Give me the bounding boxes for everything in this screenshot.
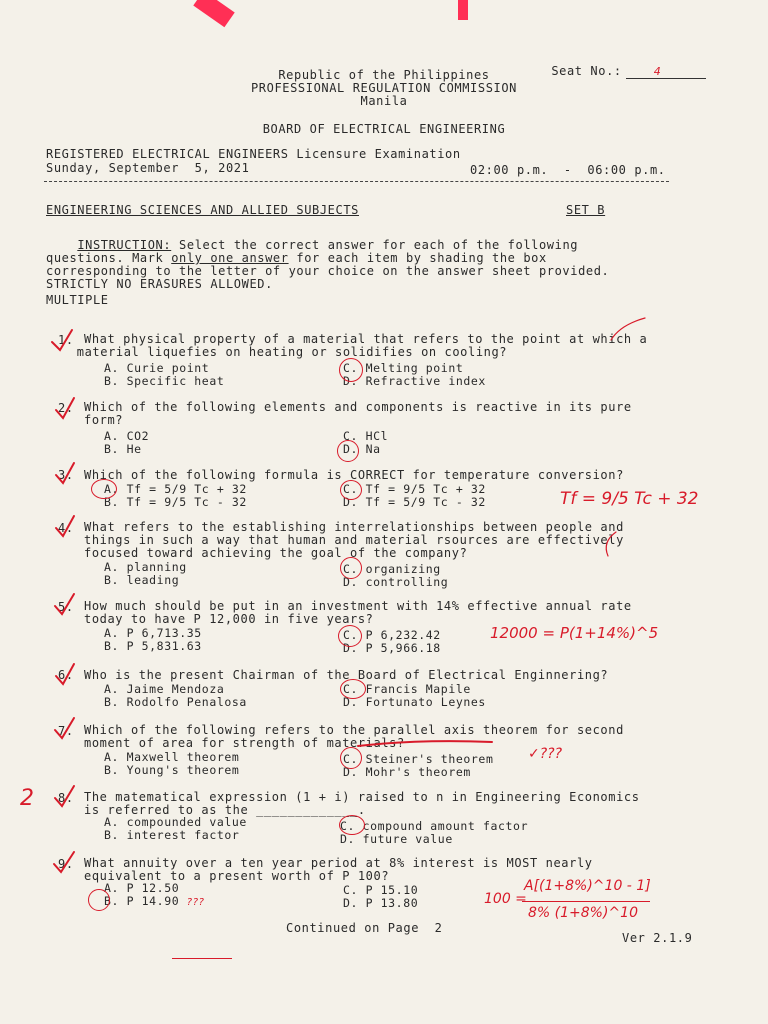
question-number: 2. [58,401,74,415]
option-d: D. P 5,966.18 [343,641,441,655]
option-d: D. P 13.80 [343,896,419,910]
question-text: Which of the following formula is CORRECT for temperature conversion? [84,468,624,482]
option-c: C. compound amount factor [340,819,529,833]
question-text: What physical property of a material that refers to the point at which a material liquefies on heating or solidifies on cooling? [76,332,648,359]
city-line: Manila [360,94,408,108]
question-number: 6. [58,668,74,682]
exam-title: REGISTERED ELECTRICAL ENGINEERS Licensure Examination [46,147,461,161]
question-number: 4. [58,521,74,535]
section-label: MULTIPLE [46,293,109,307]
option-a: A. compounded value [104,815,247,829]
exam-date: Sunday, September 5, 2021 [46,161,250,175]
option-d: D. Mohr's theorem [343,765,471,779]
option-a: A. P 6,713.35 [104,626,202,640]
option-a: A. CO2 [104,429,150,443]
option-a: A. Tf = 5/9 Tc + 32 [104,482,247,496]
option-b: B. Specific heat [104,374,225,388]
option-c: C. Francis Mapile [343,682,471,696]
question-text: Which of the following elements and components is reactive in its pure form? [84,400,632,427]
pen-stroke [611,318,645,340]
handwritten-numerator-q9: A[(1+8%)^10 - 1] [524,878,651,894]
option-c: C. Melting point [343,361,464,375]
continued-note: Continued on Page 2 [286,921,443,935]
margin-note: 2 [20,786,34,811]
option-a: A. Jaime Mendoza [104,682,225,696]
board-title: BOARD OF ELECTRICAL ENGINEERING [262,122,506,136]
republic-line: Republic of the Philippines [278,68,490,82]
instruction-block: INSTRUCTION: Select the correct answer for each of the following questions. Mark only one answer for each item by shading the box corresponding to the letter of your choice on the answer sheet provided. STRICTLY NO ERASURES ALLOWED. [46,238,610,291]
check-mark [55,594,74,614]
check-mark [52,330,72,350]
check-mark [54,852,74,872]
footer-mark [172,958,232,959]
underline [358,741,492,746]
check-mark [56,516,74,536]
question-number: 9. [58,857,74,871]
question-number: 7. [58,724,74,738]
option-d: D. Na [343,442,381,456]
handwritten-note-q7: ✓??? [528,746,563,762]
question-number: 3. [58,468,74,482]
question-number: 8. [58,791,74,805]
question-text: Who is the present Chairman of the Board of Electrical Enginnering? [84,668,609,682]
option-a: A. Curie point [104,361,210,375]
question-number: 5. [58,600,74,614]
check-mark [55,718,74,738]
option-d: D. controlling [343,575,449,589]
question-text: The matematical expression (1 + i) raised to n in Engineering Economics is referred to as the _____________. [84,790,640,817]
option-c: C. P 15.10 [343,883,419,897]
option-c: C. P 6,232.42 [343,628,441,642]
option-b: B. Tf = 9/5 Tc - 32 [104,495,247,509]
option-b: B. P 14.90 ??? [104,894,205,908]
option-c: C. Steiner's theorem [343,752,494,766]
handwritten-lhs-q9: 100 = [484,891,527,907]
handwritten-denominator-q9: 8% (1+8%)^10 [528,905,638,921]
check-mark [56,664,74,684]
handwritten-formula-q5: 12000 = P(1+14%)^5 [490,624,659,642]
option-d: D. Refractive index [343,374,486,388]
option-c: C. Tf = 9/5 Tc + 32 [343,482,486,496]
set-label: SET B [566,203,606,217]
option-b: B. Rodolfo Penalosa [104,695,247,709]
handwritten-formula-q3: Tf = 9/5 Tc + 32 [560,489,699,509]
option-a: A. Maxwell theorem [104,750,240,764]
option-b: B. interest factor [104,828,240,842]
option-b: B. leading [104,573,180,587]
check-mark [56,463,74,483]
option-a: A. P 12.50 [104,881,180,895]
option-c: C. HCl [343,429,389,443]
option-b: B. He [104,442,142,456]
option-d: D. Tf = 5/9 Tc - 32 [343,495,486,509]
option-b: B. P 5,831.63 [104,639,202,653]
seat-number: Seat No.: 4 [520,50,706,93]
option-d: D. future value [340,832,453,846]
option-c: C. organizing [343,562,441,576]
exam-time: 02:00 p.m. - 06:00 p.m. [470,163,666,177]
option-a: A. planning [104,560,187,574]
option-b: B. Young's theorem [104,763,240,777]
question-text: What refers to the establishing interrelationships between people and things in such a way that human and material rsources are effectively focused toward achieving the goal of the company? [84,520,624,560]
commission-line: PROFESSIONAL REGULATION COMMISSION [250,81,518,95]
question-number: 1. [58,333,74,347]
check-mark [56,398,74,418]
subject-title: ENGINEERING SCIENCES AND ALLIED SUBJECTS [46,203,359,217]
check-mark [55,786,74,806]
version-label: Ver 2.1.9 [622,931,693,945]
option-d: D. Fortunato Leynes [343,695,486,709]
question-text: How much should be put in an investment with 14% effective annual rate today to have P 12,000 in five years? [84,599,632,626]
pen-stroke [606,532,616,556]
question-text: Which of the following refers to the parallel axis theorem for second moment of area for strength of materials? [84,723,624,750]
question-text: What annuity over a ten year period at 8% interest is MOST nearly equivalent to a present worth of P 100? [84,856,593,883]
